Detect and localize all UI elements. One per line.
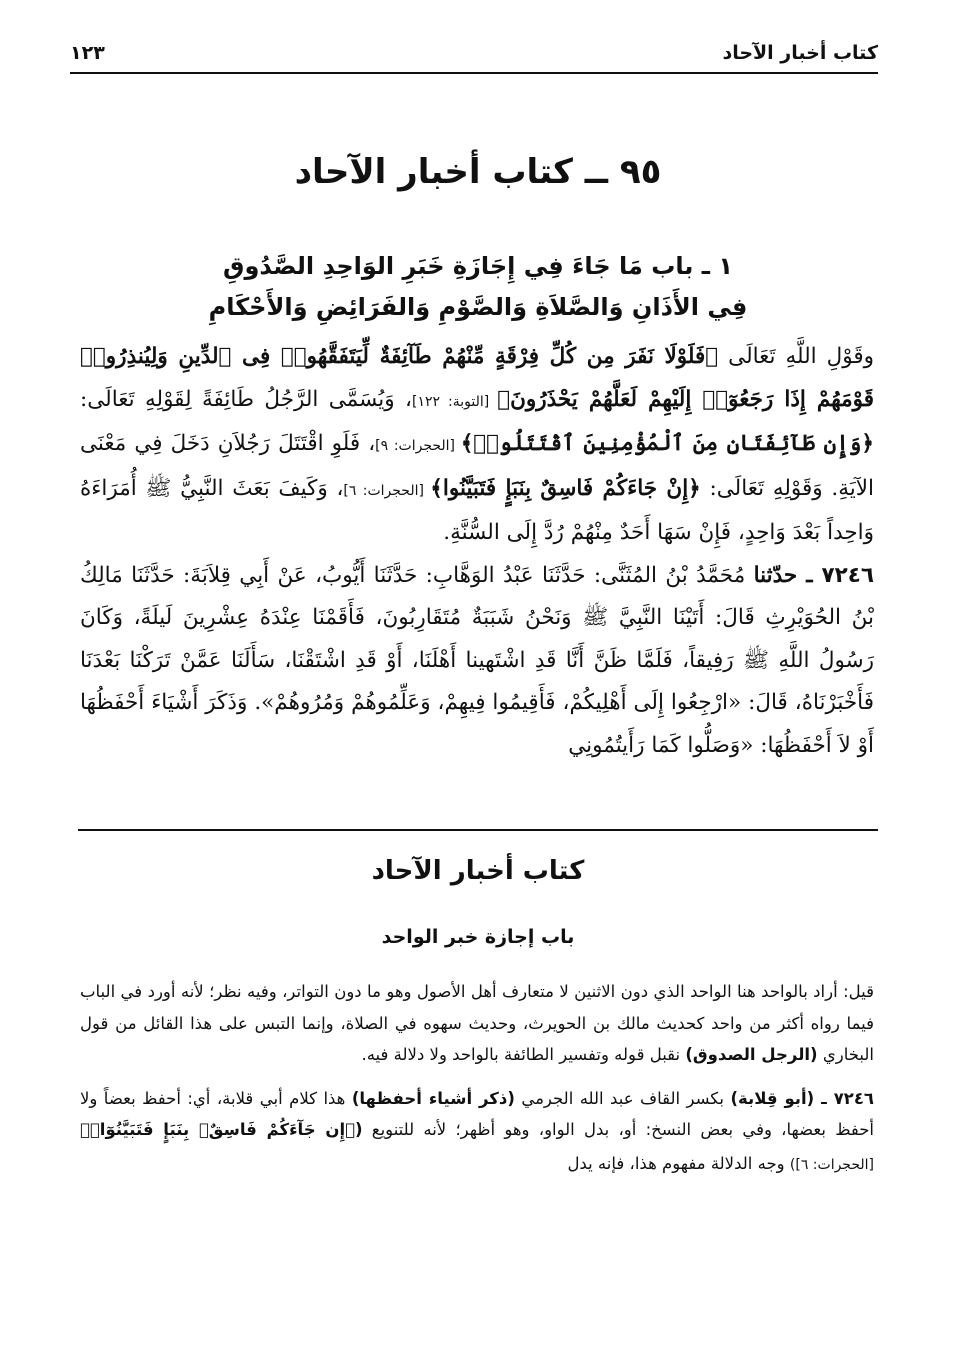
hadith-7246 xyxy=(80,555,874,768)
hadith-lead: ـ حدّثنا xyxy=(753,562,822,588)
matn-intro xyxy=(80,336,874,555)
quran-verse: ﴿إِنْ جَاءَكُمْ فَاسِقٌ بِنَبَإٍ فَتَبَيَّنُوا﴾ xyxy=(430,475,701,501)
running-head xyxy=(70,36,878,70)
hadith-number: ٧٢٤٦ xyxy=(821,562,874,588)
matn-text xyxy=(80,336,874,767)
bab-title-line1: ١ ـ باب مَا جَاءَ فِي إِجَازَةِ خَبَرِ الوَاحِدِ الصَّدُوقِ xyxy=(223,252,733,280)
page-number: ١٢٣ xyxy=(70,42,105,64)
commentary-quran-verse: (﴿إِن جَآءَكُمْ فَاسِقٌۢ بِنَبَإٍ فَتَبَيَّنُوٓا۟﴾ xyxy=(80,1120,363,1139)
verse-citation: [الحجرات: ٦] xyxy=(343,482,431,499)
commentary-bold: (الرجل الصدوق) xyxy=(685,1045,818,1064)
commentary-segment: وجه الدلالة مفهوم هذا، فإنه يدل xyxy=(567,1153,790,1173)
verse-citation: [الحجرات: ٩] xyxy=(375,438,461,454)
bab-title-line2: فِي الأَذَانِ وَالصَّلاَةِ وَالصَّوْمِ وَالفَرَائِضِ وَالأَحْكَامِ xyxy=(208,293,748,321)
quran-verse: ﴿وَإِن طَآئِفَتَانِ مِنَ ٱلْمُؤْمِنِينَ ٱقْتَتَلُوا۟﴾ xyxy=(460,431,875,456)
commentary-segment: هذا كلام أبي قلابة، أي: أحفظ بعضاً ولا أحفظ بعضها، وفي بعض النسخ: أو، بدل الواو، وهو أظهر؛ لأنه للتنويع xyxy=(80,1088,874,1139)
commentary-segment: بكسر القاف عبد الله الجرمي xyxy=(514,1088,731,1108)
commentary-separator xyxy=(78,829,878,831)
matn-text-segment: ، فَلَوِ اقْتَتَلَ رَجُلاَنِ دَخَلَ فِي مَعْنَى الآيَةِ. وَقَوْلِهِ تَعَالَى: xyxy=(80,431,874,501)
hadith-text: مُحَمَّدُ بْنُ المُثَنَّى: حَدَّثَنَا عَبْدُ الوَهَّابِ: حَدَّثَنَا أَيُّوبُ، عَنْ أَبِي قِلاَبَةَ: حَدَّثَنَا مَالِكُ بْنُ الحُوَيْرِثِ قَالَ: أَتَيْنَا النَّبِيَّ ﷺ وَنَحْنُ شَبَبَةٌ مُتَقَارِبُونَ، فَأَقَمْنَا عِنْدَهُ عِشْرِينَ لَيلَةً، وَكَانَ رَسُولُ اللَّهِ ﷺ رَفِيقاً، فَلَمَّا ظَنَّ أَنَّا قَدِ اشْتَهينا أَهْلَنَا، أَوْ قَدِ اشْتَقْنَا، سَأَلَنَا عَمَّنْ تَرَكْنَا بَعْدَنَا فَأَخْبَرْنَاهُ، قَالَ: «ارْجِعُوا إِلَى أَهْلِيكُمْ، فَأَقِيمُوا فِيهِمْ، وَعَلِّمُوهُمْ وَمُرُوهُمْ». وَذَكَرَ أَشْيَاءَ أَحْفَظُهَا أَوْ لاَ أَحْفَظُهَا: «وَصَلُّوا كَمَا رَأَيتُمُونِي xyxy=(80,562,874,758)
matn-intro-lead: وقَوْلِ اللَّهِ تَعَالَى xyxy=(718,344,874,369)
commentary-bold: (أبو قِلابة) xyxy=(730,1088,815,1108)
commentary-citation: [الحجرات: ٦]) xyxy=(789,1156,874,1173)
commentary-bab-title: باب إجازة خبر الواحد xyxy=(381,926,575,948)
commentary-segment: نقبل قوله وتفسير الطائفة بالواحد ولا دلالة فيه. xyxy=(361,1045,686,1064)
header-rule xyxy=(70,72,878,74)
matn-text-segment: ، وَيُسَمَّى الرَّجُلُ طَائِفَةً لِقَوْلِهِ تَعَالَى: xyxy=(80,386,412,412)
commentary-title: كتاب أخبار الآحاد xyxy=(371,856,585,886)
commentary-segment: قيل: أراد بالواحد هنا الواحد الذي دون الاثنين لا متعارف أهل الأصول وهو ما دون التواتر، وفيه نظر؛ لأنه أورد في الباب فيما رواه أكثر من واحد كحديث مالك بن الحويرث، وحديث سهوه في الصلاة، وإنما التبس على هذا القائل من قول البخاري xyxy=(80,982,874,1064)
commentary-paragraph xyxy=(80,1083,874,1182)
matn-text-segment: ، وَكَيفَ بَعَثَ النَّبِيُّ ﷺ أُمَرَاءَهُ وَاحِداً بَعْدَ وَاحِدٍ، فَإِنْ سَهَا أَحَدٌ مِنْهُمْ رُدَّ إِلَى السُّنَّةِ. xyxy=(80,475,874,545)
quran-verse: ﴿فَلَوْلَا نَفَرَ مِن كُلِّ فِرْقَةٍ مِّنْهُمْ طَآئِفَةٌ لِّيَتَفَقَّهُوا۟ فِى ٱلدِّينِ وَلِيُنذِرُوا۟ قَوْمَهُمْ إِذَا رَجَعُوٓا۟ إِلَيْهِمْ لَعَلَّهُمْ يَحْذَرُونَ﴾ xyxy=(80,344,875,412)
commentary-paragraph xyxy=(80,976,874,1071)
commentary-segment: ـ xyxy=(814,1088,834,1108)
commentary-text xyxy=(80,976,874,1181)
commentary-bold: (ذكر أشياء أحفظها) xyxy=(351,1088,515,1108)
chapter-title: ٩٥ ــ كتاب أخبار الآحاد xyxy=(294,152,662,192)
running-head-title: كتاب أخبار الآحاد xyxy=(722,42,878,64)
verse-citation: [التوبة: ١٢٢] xyxy=(411,393,498,410)
bab-title xyxy=(80,246,876,328)
commentary-hadith-number: ٧٢٤٦ xyxy=(833,1088,874,1108)
